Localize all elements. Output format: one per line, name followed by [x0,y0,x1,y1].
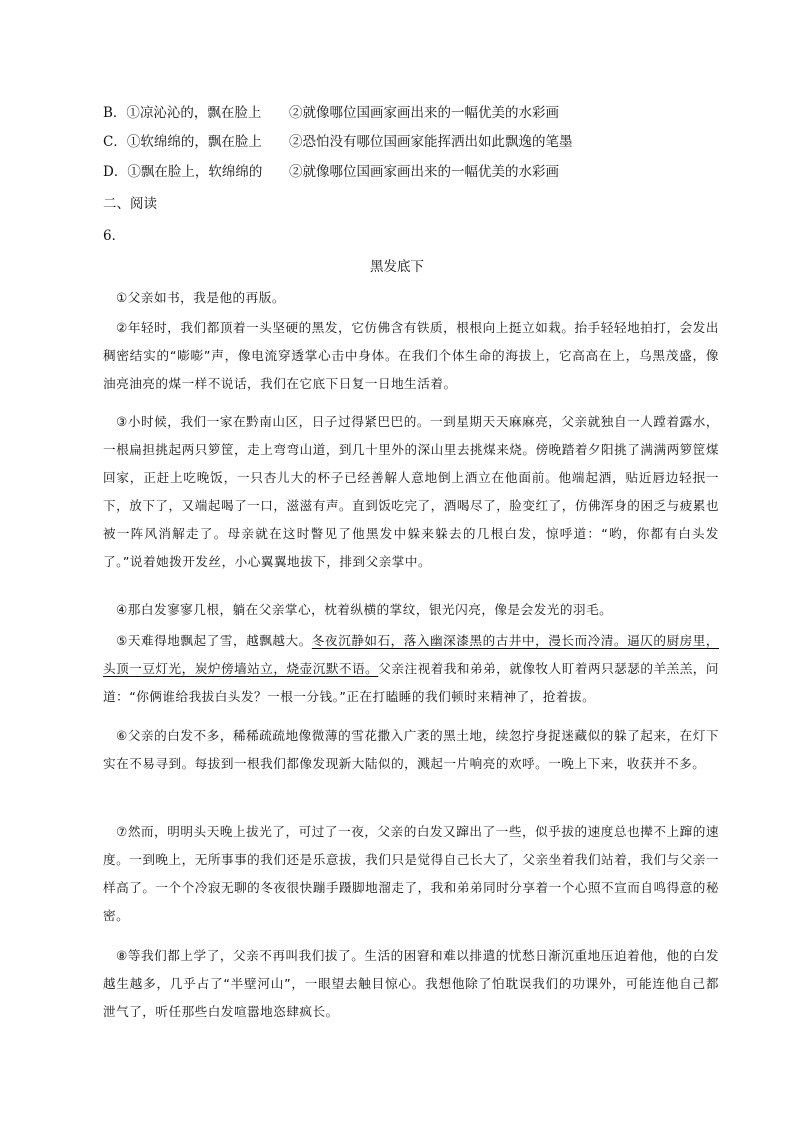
paragraph-2-text: ②年轻时，我们都顶着一头坚硬的黑发，它仿佛含有铁质，根根向上挺立如栽。抬手轻轻地拍打，会发出稠密结实的“嘭嘭”声，像电流穿透掌心击中身体。在我们个体生命的海拔上，它高高在上，乌黑茂盛，像油亮油亮的煤一样不说话，我们在它底下日复一日地生活着。 [103,320,719,391]
paragraph-1 [103,284,719,312]
paragraph-7 [103,818,719,930]
question-number: 6． [103,228,126,244]
option-c-part2: ②恐怕没有哪位国画家能挥洒出如此飘逸的笔墨 [289,134,573,150]
paragraph-8 [103,942,719,1026]
option-b-part1: B．①凉沁沁的，飘在脸上 [103,105,262,121]
option-c [103,133,573,151]
paragraph-6-text: ⑥父亲的白发不多，稀稀疏疏地像微薄的雪花撒入广袤的黑土地，续忽拧身捉迷藏似的躲了起来，在灯下实在不易寻到。每拔到一根我们都像发现新大陆似的，溅起一片响亮的欢呼。一晚上下来，收获并不多。 [103,728,719,771]
option-b [103,104,559,122]
article-title: 黑发底下 [370,259,424,275]
option-d [103,163,559,181]
option-c-part1: C．①软绵绵的，飘在脸上 [103,134,262,150]
paragraph-2 [103,314,719,398]
paragraph-4-text: ④那白发寥寥几根，躺在父亲掌心，枕着纵横的掌纹，银光闪亮，像是会发光的羽毛。 [116,602,613,617]
paragraph-7-text: ⑦然而，明明头天晚上拔光了，可过了一夜，父亲的白发又蹿出了一些，似乎拔的速度总也撵不上蹿的速度。一到晚上，无所事事的我们还是乐意拔，我们只是觉得自己长大了，父亲坐着我们站着，我们与父亲一样高了。一个个冷寂无聊的冬夜很快蹦手蹑脚地溜走了，我和弟弟同时分享着一个心照不宣而自鸣得意的秘密。 [103,824,719,923]
option-d-part2: ②就像哪位国画家画出来的一幅优美的水彩画 [289,164,559,180]
paragraph-5 [103,627,719,711]
paragraph-5-text-b: 父亲注视着我和弟弟，就像牧人盯着两只瑟瑟的羊羔羔，问道：“你俩谁给我拔白头发？一根一分钱。”正在打瞌睡的我们顿时来精神了，抢着拔。 [103,661,720,704]
paragraph-1-text: ①父亲如书，我是他的再版。 [116,290,285,305]
section-heading: 二、阅读 [103,196,157,212]
paragraph-6 [103,722,719,778]
paragraph-3-text: ③小时候，我们一家在黔南山区，日子过得紧巴巴的。一到星期天天麻麻亮，父亲就独自一人蹚着露水，一根扁担挑起两只箩筐，走上弯弯山道，到几十里外的深山里去挑煤来烧。傍晚踏着夕阳挑了满满两箩筐煤回家，正赶上吃晚饭，一只杏儿大的杯子已经善解人意地倒上酒立在他面前。他端起酒，贴近唇边轻抿一下，放下了，又端起喝了一口，滋滋有声。直到饭吃完了，酒喝尽了，脸变红了，仿佛浑身的困乏与疲累也被一阵风消解走了。母亲就在这时瞥见了他黑发中躲来躲去的几根白发，惊呼道：“哟，你都有白头发了。”说着她拨开发丝，小心翼翼地拔下，排到父亲掌中。 [103,414,719,569]
paragraph-4 [103,596,719,624]
paragraph-8-text: ⑧等我们都上学了，父亲不再叫我们拔了。生活的困窘和难以排遣的忧愁日渐沉重地压迫着他，他的白发越生越多，几乎占了“半壁河山”，一眼望去触目惊心。我想他除了怕耽误我们的功课外，可能连他自己都泄气了，听任那些白发喧嚣地恣肆疯长。 [103,948,719,1019]
paragraph-5-text-a: ⑤天难得地飘起了雪，越飘越大。 [116,633,312,648]
option-b-part2: ②就像哪位国画家画出来的一幅优美的水彩画 [289,105,559,121]
option-d-part1: D．①飘在脸上，软绵绵的 [103,164,263,180]
paragraph-3 [103,408,719,576]
paragraph-5-underlined: 冬夜沉静如石，落入幽深漆黑的古井中，漫长而冷清。逼仄的厨房里，头顶一豆灯光，炭炉傍墙站立，烧壶沉默不语。 [103,633,719,676]
